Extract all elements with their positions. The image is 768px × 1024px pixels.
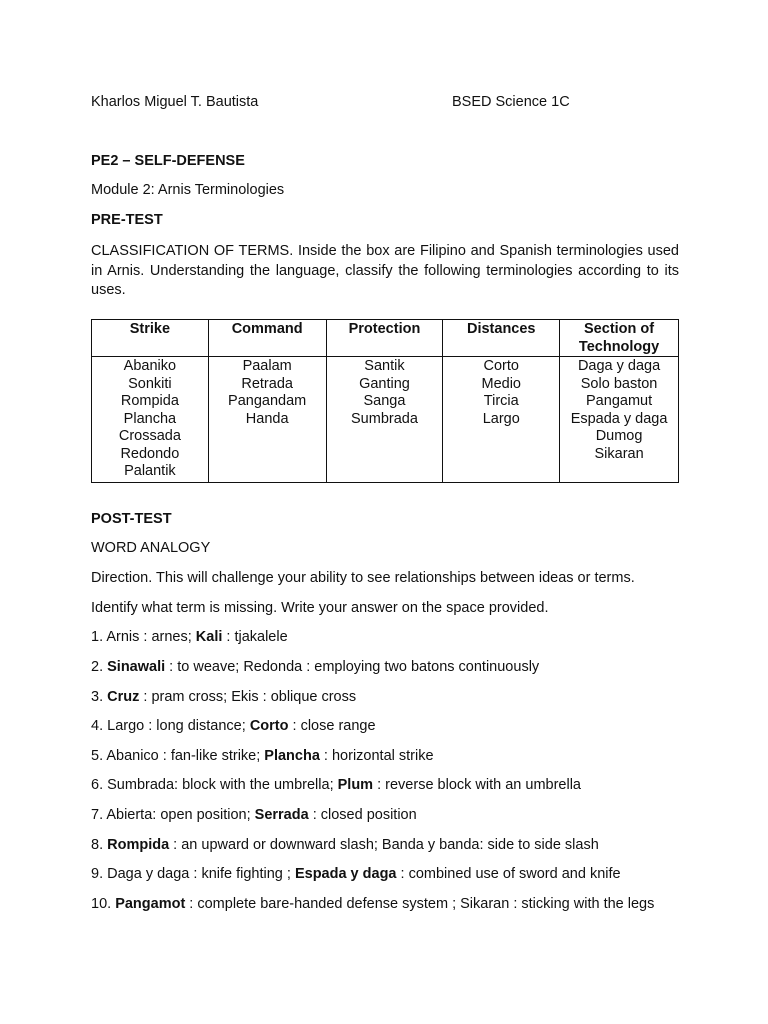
item-answer: Pangamot: [115, 896, 186, 912]
item-text: : horizontal strike: [319, 748, 434, 764]
item-number: 5.: [91, 748, 107, 764]
term: Dumog: [595, 428, 643, 444]
posttest-heading: POST-TEST: [91, 511, 172, 527]
pretest-instructions: CLASSIFICATION OF TERMS. Inside the box are Filipino and Spanish terminologies used in Arnis. Understanding the language, classify the following terminologies according to its uses.: [91, 243, 679, 298]
item-number: 10.: [91, 896, 116, 912]
column-cell-command: [208, 357, 326, 483]
term: Pangandam: [228, 393, 307, 409]
term: Pangamut: [586, 393, 653, 409]
term: Largo: [482, 410, 520, 427]
column-cell-section-of-technology: [560, 357, 679, 483]
term: Daga y daga: [577, 358, 661, 374]
term: Corto: [483, 358, 519, 374]
column-cell-distances: [443, 357, 560, 483]
term: Medio: [481, 375, 521, 392]
item-text: : close range: [288, 718, 376, 734]
item-answer: Corto: [249, 718, 289, 734]
term: Sanga: [363, 393, 406, 409]
item-text: : reverse block with an umbrella: [373, 777, 581, 793]
column-header-distances: Distances: [443, 320, 560, 357]
item-answer: Espada y daga: [294, 866, 397, 882]
item-text: Sumbrada: block with the umbrella;: [107, 777, 338, 793]
analogy-item-4: [91, 718, 376, 734]
item-text: Largo : long distance;: [107, 718, 250, 734]
term: Abaniko: [123, 358, 177, 374]
item-text: : to weave; Redonda : employing two batons continuously: [165, 659, 540, 675]
item-text: : closed position: [308, 807, 417, 823]
item-text: Arnis : arnes;: [106, 629, 196, 645]
item-answer: Serrada: [254, 807, 309, 823]
term: Handa: [245, 410, 289, 427]
analogy-item-2: [91, 659, 539, 675]
term: Rompida: [120, 393, 179, 409]
term: Santik: [364, 358, 405, 374]
item-answer: Kali: [195, 629, 223, 645]
term: Plancha: [123, 410, 177, 427]
term: Sikaran: [594, 445, 644, 462]
item-number: 3.: [91, 689, 108, 705]
item-answer: Plum: [337, 777, 374, 793]
item-text: Abanico : fan-like strike;: [106, 748, 265, 764]
analogy-item-9: [91, 866, 621, 882]
item-text: : complete bare-handed defense system ; Sikaran : sticking with the legs: [185, 896, 655, 912]
column-header-command: Command: [208, 320, 326, 357]
term: Crossada: [118, 428, 181, 444]
column-cell-strike: [92, 357, 209, 483]
student-course: BSED Science 1C: [452, 94, 570, 110]
term: Ganting: [359, 375, 410, 392]
term: Sonkiti: [128, 375, 172, 392]
item-text: Daga y daga : knife fighting ;: [107, 866, 295, 882]
term: Tircia: [483, 393, 519, 409]
item-answer: Cruz: [107, 689, 140, 705]
column-header-strike: Strike: [92, 320, 209, 357]
item-text: Abierta: open position;: [106, 807, 255, 823]
posttest-direction: Direction. This will challenge your ability to see relationships between ideas or terms.: [91, 570, 635, 586]
column-header-section-of-technology: Section of Technology: [560, 320, 679, 357]
analogy-item-1: [91, 629, 288, 645]
item-number: 8.: [91, 837, 108, 853]
item-answer: Rompida: [107, 837, 170, 853]
analogy-item-7: [91, 807, 417, 823]
item-text: : tjakalele: [222, 629, 288, 645]
analogy-item-3: [91, 689, 356, 705]
term: Sumbrada: [351, 410, 418, 427]
item-answer: Sinawali: [107, 659, 166, 675]
term: Palantik: [124, 463, 176, 479]
item-text: : an upward or downward slash; Banda y banda: side to side slash: [169, 837, 599, 853]
item-text: : pram cross; Ekis : oblique cross: [139, 689, 357, 705]
term: Solo baston: [580, 375, 658, 392]
term: Retrada: [241, 375, 293, 392]
classification-table: [91, 319, 679, 483]
column-cell-protection: [326, 357, 443, 483]
item-answer: Plancha: [264, 748, 320, 764]
item-number: 6.: [91, 777, 108, 793]
pretest-heading: PRE-TEST: [91, 212, 163, 228]
table-header-row: [92, 320, 679, 357]
column-header-protection: Protection: [326, 320, 443, 357]
module-title: Module 2: Arnis Terminologies: [91, 182, 285, 198]
item-number: 9.: [91, 866, 108, 882]
student-name: Kharlos Miguel T. Bautista: [91, 94, 259, 110]
analogy-item-10: [91, 896, 654, 912]
analogy-item-5: [91, 748, 434, 764]
course-title: PE2 – SELF-DEFENSE: [91, 153, 245, 169]
item-number: 7.: [91, 807, 107, 823]
term: Espada y daga: [570, 410, 668, 427]
item-number: 4.: [91, 718, 108, 734]
item-text: : combined use of sword and knife: [396, 866, 621, 882]
table-row: [92, 357, 679, 483]
item-number: 1.: [91, 629, 107, 645]
posttest-instruction: Identify what term is missing. Write your answer on the space provided.: [91, 600, 549, 616]
item-number: 2.: [91, 659, 108, 675]
posttest-subheading: WORD ANALOGY: [91, 540, 211, 556]
analogy-item-6: [91, 777, 581, 793]
analogy-item-8: [91, 837, 599, 853]
term: Redondo: [120, 445, 180, 462]
term: Paalam: [242, 358, 292, 374]
